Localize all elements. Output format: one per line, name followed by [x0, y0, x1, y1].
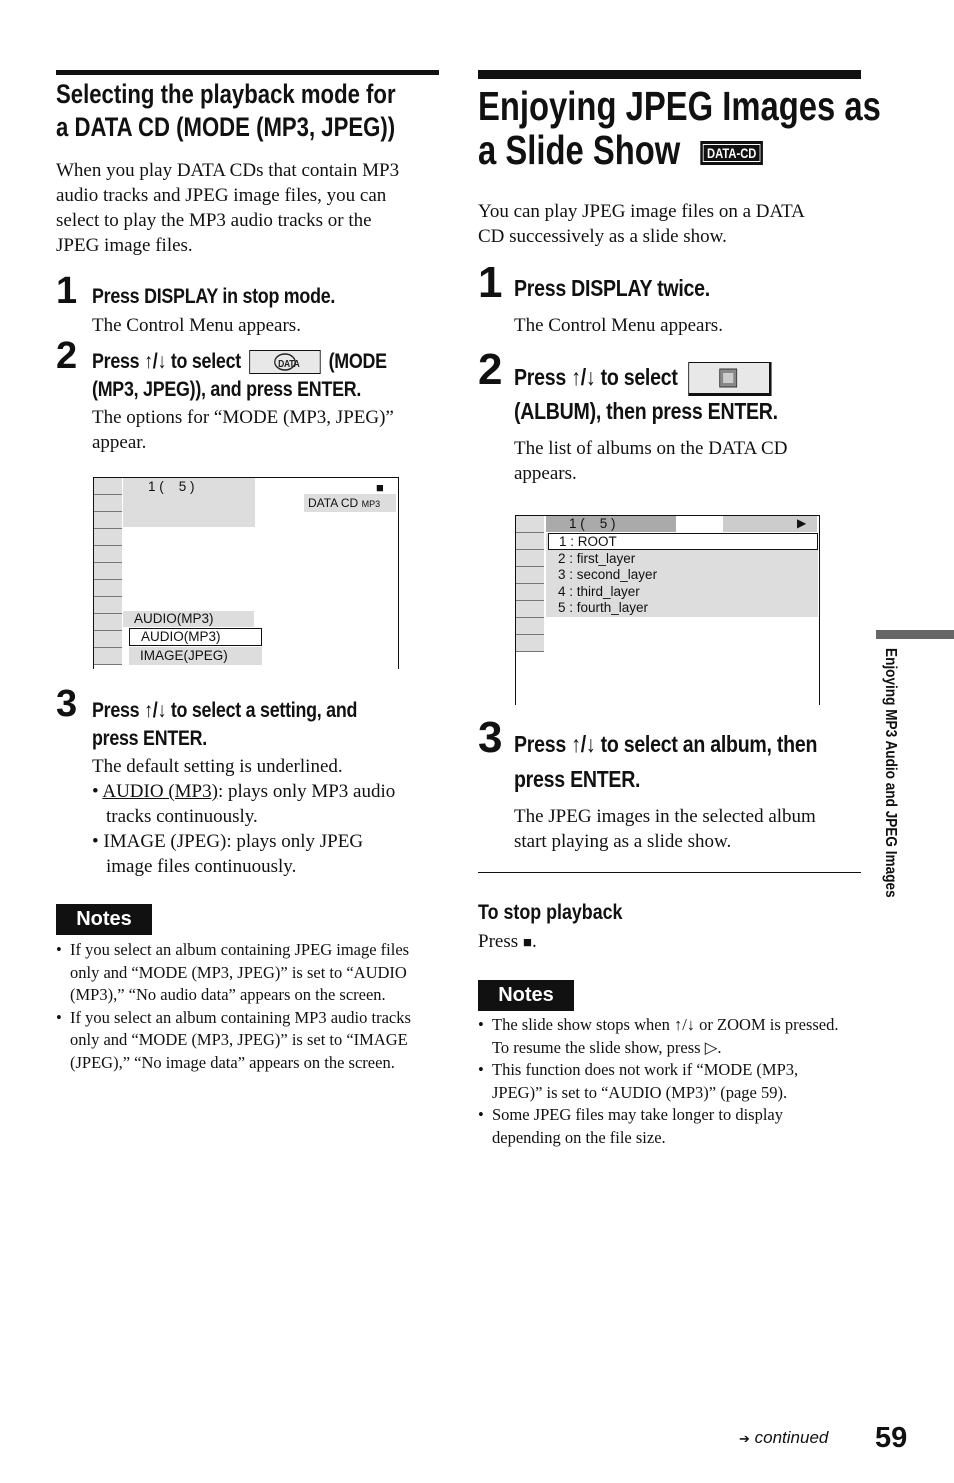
left-step2-title	[92, 348, 387, 376]
osd-option-selected[interactable]: AUDIO(MP3)	[129, 628, 262, 646]
step-text: Press	[514, 364, 572, 391]
step-text: Press	[92, 350, 145, 373]
osd-icon-column	[516, 516, 544, 649]
album-item-selected[interactable]: 1 : ROOT	[548, 533, 818, 550]
bullet-item: • AUDIO (MP3): plays only MP3 audio	[92, 781, 396, 802]
left-heading-line1: Selecting the playback mode for	[56, 79, 396, 109]
stop-playback-heading: To stop playback	[478, 901, 623, 924]
step-text: (MODE	[328, 350, 387, 373]
album-item[interactable]: 3 : second_layer	[558, 567, 658, 582]
svg-text:DATA: DATA	[277, 358, 300, 370]
left-step1-number: 1	[56, 270, 78, 312]
up-down-arrows-icon: ↑/↓	[144, 699, 167, 722]
body-text: Press	[478, 931, 523, 952]
album-list-screen	[515, 515, 820, 705]
bullet-item: • IMAGE (JPEG): plays only JPEG	[92, 831, 364, 852]
note-item: • This function does not work if “MODE (MP3, JPEG)” is set to “AUDIO (MP3)” (page 59).	[478, 1059, 850, 1104]
side-tab-bar	[876, 630, 954, 639]
right-step3-number: 3	[478, 713, 503, 762]
continued-text: continued	[754, 1428, 829, 1447]
left-notes-list	[56, 939, 440, 1074]
mode-options-screen	[93, 477, 399, 669]
step-text: Press	[92, 699, 145, 722]
body-text: .	[531, 931, 537, 952]
right-step1-body: The Control Menu appears.	[514, 315, 723, 336]
left-step1-title: Press DISPLAY in stop mode.	[92, 285, 336, 308]
left-intro-line: JPEG image files.	[56, 235, 193, 256]
bullet-text: : plays only MP3 audio	[217, 781, 396, 802]
osd-status-format: MP3	[361, 499, 381, 509]
right-heading-line2: a Slide Show	[478, 127, 681, 173]
osd-status	[308, 496, 380, 510]
osd-status-disc: DATA CD	[308, 496, 359, 510]
osd-icon-column	[94, 478, 122, 664]
bullet-text: tracks continuously.	[106, 806, 258, 827]
up-down-arrows-icon: ↑/↓	[144, 350, 167, 373]
right-intro-line: You can play JPEG image files on a DATA	[478, 201, 805, 222]
left-notes-badge: Notes	[56, 904, 152, 935]
right-step1-title: Press DISPLAY twice.	[514, 275, 710, 301]
right-step1-number: 1	[478, 258, 503, 307]
left-step3-body	[92, 754, 442, 879]
continued-label	[739, 1428, 828, 1448]
step-text: to select an album, then	[595, 731, 818, 757]
left-step2-body	[92, 405, 394, 455]
note-item: • If you select an album containing MP3 audio tracks only and “MODE (MP3, JPEG)” is set to “IMAGE (JPEG),” “No image data” appears on the screen.	[56, 1007, 440, 1075]
left-intro-line: When you play DATA CDs that contain MP3	[56, 160, 400, 181]
right-notes-badge: Notes	[478, 980, 574, 1011]
bullet-text: IMAGE (JPEG): plays only JPEG	[103, 831, 364, 852]
right-intro-line: CD successively as a slide show.	[478, 226, 727, 247]
right-intro	[478, 199, 868, 249]
right-step3-title-line2: press ENTER.	[514, 766, 641, 792]
body-line: The options for “MODE (MP3, JPEG)”	[92, 407, 394, 428]
note-item: • If you select an album containing JPEG image files only and “MODE (MP3, JPEG)” is set to “AUDIO (MP3),” “No audio data” appears on the screen.	[56, 939, 440, 1007]
osd-option[interactable]: IMAGE(JPEG)	[129, 647, 262, 665]
note-text: or ZOOM is pressed. To resume the slide show, press	[492, 1015, 839, 1057]
note-text: .	[717, 1037, 722, 1057]
data-cd-badge: DATA-CD	[701, 141, 763, 165]
right-step2-title	[514, 362, 771, 396]
right-heading-line1: Enjoying JPEG Images as	[478, 83, 881, 129]
page-number: 59	[875, 1422, 908, 1454]
body-line: The list of albums on the DATA CD	[514, 438, 788, 459]
stop-section-rule	[478, 872, 861, 873]
step-text: Press	[514, 731, 572, 757]
body-line: The default setting is underlined.	[92, 756, 343, 777]
mode-data-icon	[249, 350, 320, 374]
osd-counter: 1 ( 5 )	[148, 479, 195, 494]
body-line: appear.	[92, 432, 147, 453]
right-step2-title-line2: (ALBUM), then press ENTER.	[514, 398, 778, 424]
album-item[interactable]: 2 : first_layer	[558, 551, 636, 566]
step-text: to select	[595, 364, 678, 391]
left-step3-title-line2: press ENTER.	[92, 727, 207, 750]
body-line: The JPEG images in the selected album	[514, 806, 816, 827]
note-text: The slide show stops when	[492, 1015, 674, 1034]
right-heading-line2-wrap	[478, 128, 881, 172]
left-step3-number: 3	[56, 683, 78, 725]
stop-icon: ■	[522, 935, 532, 951]
arrow-right-icon: ➔	[739, 1431, 750, 1446]
play-icon: ▶	[797, 516, 807, 530]
up-down-arrows-icon: ↑/↓	[673, 1015, 696, 1034]
right-section-heading	[478, 84, 881, 172]
stop-playback-body	[478, 929, 537, 956]
right-step3-body	[514, 804, 816, 854]
note-item: • Some JPEG files may take longer to display depending on the file size.	[478, 1104, 850, 1149]
body-line: start playing as a slide show.	[514, 831, 732, 852]
left-intro	[56, 158, 446, 258]
right-step2-number: 2	[478, 345, 503, 394]
left-step2-number: 2	[56, 335, 78, 377]
right-notes-list	[478, 1014, 850, 1149]
left-intro-line: select to play the MP3 audio tracks or the	[56, 210, 372, 231]
left-heading-line2: a DATA CD (MODE (MP3, JPEG))	[56, 112, 396, 142]
step-text: to select a setting, and	[166, 699, 358, 722]
left-step3-title	[92, 697, 357, 725]
osd-options-header: AUDIO(MP3)	[123, 611, 254, 627]
left-intro-line: audio tracks and JPEG image files, you can	[56, 185, 387, 206]
up-down-arrows-icon: ↑/↓	[571, 364, 596, 391]
album-item[interactable]: 4 : third_layer	[558, 584, 640, 599]
step-text: to select	[166, 350, 241, 373]
right-heading-rule	[478, 70, 861, 79]
left-section-heading	[56, 78, 396, 144]
default-setting: AUDIO (MP3)	[102, 781, 218, 802]
album-icon	[688, 362, 771, 396]
play-icon: ▷	[704, 1037, 718, 1057]
left-step1-body: The Control Menu appears.	[92, 315, 301, 336]
body-line: appears.	[514, 463, 577, 484]
side-tab-label: Enjoying MP3 Audio and JPEG Images	[882, 648, 899, 898]
up-down-arrows-icon: ↑/↓	[571, 731, 596, 757]
stop-icon: ■	[376, 480, 384, 495]
album-item[interactable]: 5 : fourth_layer	[558, 600, 649, 615]
left-step2-title-line2: (MP3, JPEG)), and press ENTER.	[92, 378, 362, 401]
note-item	[478, 1014, 850, 1059]
right-step2-body	[514, 436, 787, 486]
left-heading-rule	[56, 70, 439, 75]
osd-counter: 1 ( 5 )	[569, 516, 616, 531]
bullet-text: image files continuously.	[106, 856, 297, 877]
right-step3-title	[514, 730, 817, 758]
